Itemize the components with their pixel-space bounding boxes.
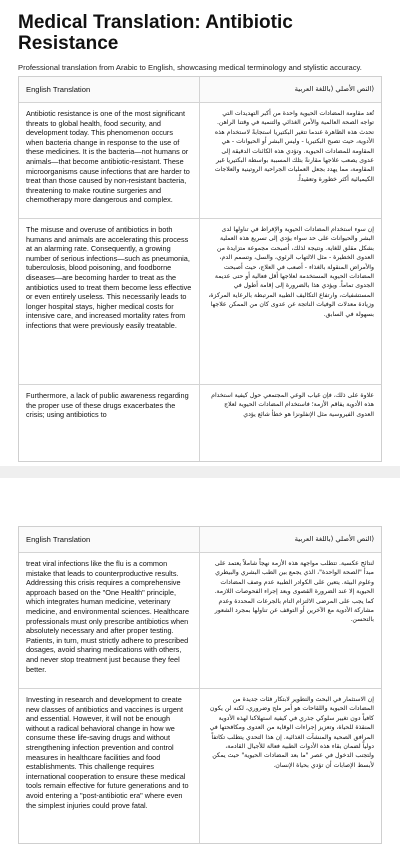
table-header-row [19, 527, 381, 553]
english-paragraph: The misuse and overuse of antibiotics in both humans and animals are accelerating this process at an alarming rate. Consequently, a growing number of serious infections—such as pneumonia, tuberculosis, blood poisoning, and foodborne diseases—are becoming harder to treat as the antibiotics used to treat them become less effective or even entirely useless. This necessarily leads to longer hospital stays, higher medical costs for intensive care, and increased mortality rates from infections that were previously easily treatable. [19, 219, 200, 384]
page-break [0, 466, 400, 478]
table-row [19, 385, 381, 461]
column-header-arabic: (النص الأصلي (باللغة العربية [200, 527, 381, 552]
page-subtitle: Professional translation from Arabic to English, showcasing medical terminology and stylistic accuracy. [18, 63, 362, 72]
table-row [19, 689, 381, 844]
english-paragraph: Antibiotic resistance is one of the most significant threats to global health, food security, and development today. This phenomenon occurs when bacteria change in response to the use of these medicines. It is the bacteria—not humans or animals—that become antibiotic-resistant. These microorganisms cause infections that are harder to treat than those caused by non-resistant bacteria, threatening to make routine surgeries and chemotherapy more dangerous and complex. [19, 103, 200, 218]
english-paragraph: Furthermore, a lack of public awareness regarding the proper use of these drugs exacerbates the crisis; using antibiotics to [19, 385, 200, 461]
page-2 [0, 478, 400, 846]
translation-table-page-1 [18, 76, 382, 462]
arabic-paragraph: علاوة على ذلك، فإن غياب الوعي المجتمعي حول كيفية استخدام هذه الأدوية يفاقم الأزمة؛ فاستخدام المضادات الحيوية لعلاج العدوى الفيروسية مثل الإنفلونزا هو خطأ شائع يؤدي [211, 392, 374, 418]
english-paragraph: Investing in research and development to create new classes of antibiotics and vaccines is urgent and essential. However, it will not be enough without a radical behavioral change in how we consume these life-saving drugs and without strengthening infection prevention and control measures in healthcare facilities and food establishments. This challenge requires international cooperation to ensure these medical tools remain effective for future generations and to avoid entering a "post-antibiotic era" where even the simplest injuries could prove fatal. [19, 689, 200, 844]
english-paragraph: treat viral infections like the flu is a common mistake that leads to counterproductive results. Addressing this crisis requires a comprehensive approach based on the "One Health" principle, which integrates human medicine, veterinary medicine, and environmental sciences. Healthcare professionals must only prescribe antibiotics when absolutely necessary and after proper testing. Patients, in turn, must strictly adhere to prescribed dosages, avoid sharing medications with others, and never stop treatment just because they feel better. [19, 553, 200, 688]
column-header-english: English Translation [19, 77, 200, 102]
arabic-paragraph: إن سوء استخدام المضادات الحيوية والإفراط في تناولها لدى البشر والحيوانات على حد سواء يؤدي إلى تسريع هذه العملية بشكل مقلق للغاية. ونتيجة لذلك، أصبحت مجموعة متزايدة من العدوى الخطيرة - مثل الالتهاب الرئوي، والسل، وتسمم الدم، والأمراض المنقولة بالغذاء - أصعب في العلاج، حيث أصبحت المضادات الحيوية المستخدمة لعلاجها أقل فعالية أو حتى عديمة الجدوى تماماً. ويؤدي هذا بالضرورة إلى إقامة أطول في المستشفيات، وارتفاع التكاليف الطبية المرتبطة بالرعاية المركزة، وزيادة معدلات الوفيات الناتجة عن عدوى كان من الممكن علاجها بسهولة في السابق. [208, 226, 374, 318]
translation-table-page-2 [18, 526, 382, 844]
arabic-paragraph: تُعد مقاومة المضادات الحيوية واحدة من أكبر التهديدات التي تواجه الصحة العالمية والأمن الغذائي والتنمية في وقتنا الراهن. تحدث هذه الظاهرة عندما تتغير البكتيريا استجابةً لاستخدام هذه الأدوية، حيث تصبح البكتيريا - وليس البشر أو الحيوانات - هي المقاومة للمضادات الحيوية. وتؤدي هذه الكائنات الدقيقة إلى عدوى يصعب علاجها مقارنةً بتلك المسببة بواسطة البكتيريا غير المقاومة، مما يهدد بجعل العمليات الجراحية الروتينية والعلاجات الكيميائية أكثر خطورة وتعقيداً. [214, 110, 374, 183]
column-header-arabic: (النص الأصلي (باللغة العربية [200, 77, 381, 102]
arabic-paragraph: إن الاستثمار في البحث والتطوير لابتكار فئات جديدة من المضادات الحيوية واللقاحات هو أمر ملح وضروري، لكنه لن يكون كافياً دون تغيير سلوكي جذري في كيفية استهلاكنا لهذه الأدوية المنقذة للحياة، وتعزيز إجراءات الوقاية من العدوى ومكافحتها في المرافق الصحية والمنشآت الغذائية. إن هذا التحدي يتطلب تكاتفاً دولياً لضمان بقاء هذه الأدوات الطبية فعالة للأجيال القادمة، ولتجنب الدخول في عصر "ما بعد المضادات الحيوية" حيث يمكن لأبسط الإصابات أن تؤدي بحياة الإنسان. [209, 696, 374, 769]
table-row [19, 219, 381, 385]
table-header-row [19, 77, 381, 103]
arabic-paragraph: لنتائج عكسية. تتطلب مواجهة هذه الأزمة نهجاً شاملاً يعتمد على مبدأ "الصحة الواحدة"، الذي يجمع بين الطب البشري والبيطري وعلوم البيئة. يتعين على الكوادر الطبية عدم وصف المضادات الحيوية إلا عند الضرورة القصوى وبعد إجراء الفحوصات اللازمة. كما يجب على المرضى الالتزام التام بالجرعات المحددة وعدم مشاركة الأدوية مع الآخرين أو التوقف عن تناولها بمجرد الشعور بالتحسن. [214, 560, 374, 624]
document-header [0, 0, 400, 73]
table-row [19, 553, 381, 689]
page-title: Medical Translation: Antibiotic Resistance [18, 12, 293, 54]
table-row [19, 103, 381, 219]
column-header-english: English Translation [19, 527, 200, 552]
